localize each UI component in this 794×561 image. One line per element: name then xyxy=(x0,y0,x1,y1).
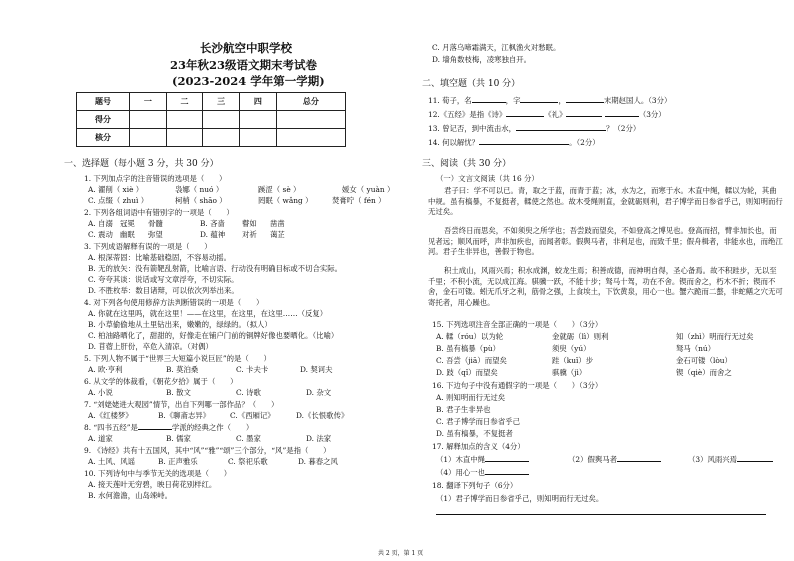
q16-option: C. 君子博学而日参省乎己 xyxy=(436,417,520,426)
score-cell: 四 xyxy=(240,93,277,111)
q5-option: C. 卡夫卡 xyxy=(236,365,269,374)
q8-option: D. 法家 xyxy=(306,434,332,443)
q16-option: D. 虽有槁暴，不复挺者 xyxy=(436,429,513,438)
q10-option: D. 墙角数枝梅，凌寒独自开。 xyxy=(432,55,532,64)
q9-stem: 9. 《诗经》共有十五国风，其中“风”“雅”“颂”三个部分，“风”是指（ ） xyxy=(84,446,331,455)
score-cell[interactable] xyxy=(276,129,345,147)
q2-option: D. 蕴神 xyxy=(200,230,226,239)
q9-option: B. 正声雅乐 xyxy=(158,457,198,466)
q1-option: A. 濯削（ xiè ） xyxy=(88,185,144,194)
q17-item xyxy=(436,468,529,477)
q18-stem: 18. 翻译下列句子（6分） xyxy=(432,481,518,490)
q17-blank[interactable] xyxy=(617,461,661,462)
score-cell[interactable] xyxy=(240,129,277,147)
q6-option: C. 诗歌 xyxy=(236,388,261,397)
q2-option: 弥望 xyxy=(148,230,163,239)
score-cell: 二 xyxy=(166,93,203,111)
q6-option: B. 散文 xyxy=(166,388,191,397)
q13-text: ？（2分） xyxy=(606,124,641,133)
q17-item xyxy=(568,455,661,464)
score-cell[interactable] xyxy=(166,111,203,129)
q16-option: B. 君子生非异也 xyxy=(436,405,491,414)
section2-title: 二、填空题（共 10 分） xyxy=(422,79,521,89)
q5-option: A. 欧·亨利 xyxy=(88,365,123,374)
q15-option: 骐骥（jì） xyxy=(552,368,587,377)
q15-option: D. 跂（qǐ）而望矣 xyxy=(436,368,498,377)
score-table-row xyxy=(77,129,346,147)
score-cell[interactable] xyxy=(130,111,167,129)
q7-option: B.《聊斋志异》 xyxy=(158,411,211,420)
score-cell[interactable] xyxy=(203,111,240,129)
q15-option: A. 輮（róu）以为轮 xyxy=(436,332,504,341)
q17-item xyxy=(688,455,773,464)
q13-blank[interactable] xyxy=(516,130,606,131)
q4-option: B. 小草偷偷地从土里钻出来，嫩嫩的，绿绿的。（拟人） xyxy=(88,320,272,329)
q8-stem-part: 8. “四书五经”是 xyxy=(84,423,138,432)
q15-option: 知（zhì）明而行无过矣 xyxy=(676,332,754,341)
q17-item-text: （3）风雨兴焉 xyxy=(688,455,738,464)
q2-option: 对祈 xyxy=(242,230,257,239)
score-cell: 总分 xyxy=(276,93,345,111)
q15-stem: 15. 下列选项注音全部正确的一项是（ ）（3分） xyxy=(432,320,603,329)
school-name: 长沙航空中职学校 xyxy=(200,41,292,55)
q15-option: 金就砺（lì）则利 xyxy=(552,332,609,341)
score-table-row xyxy=(77,93,346,111)
q15-option: C. 吾尝（jiā）而望矣 xyxy=(436,356,507,365)
q4-option: C. 柏油路晒化了，甜甜的，好像走在铺户门前的铜牌好像也要晒化。（比喻） xyxy=(88,331,339,340)
q2-option: 凿凿 xyxy=(270,219,285,228)
q6-option: A. 小说 xyxy=(88,388,113,397)
q7-stem: 7. “刘姥姥进大观园”情节，出自下列哪一部作品？（ ） xyxy=(84,400,279,409)
q9-option: C. 祭祀乐歌 xyxy=(228,457,268,466)
q1-option: 蹊涩（ sè ） xyxy=(258,185,301,194)
q12 xyxy=(428,110,666,119)
q15-option: 跬（kuǐ）步 xyxy=(552,356,594,365)
passage-paragraph: 积土成山，风雨兴焉；积水成渊，蛟龙生焉；积善成德，而神明自得，圣心备焉。故不积跬步，无以至千里；不积小流，无以成江海。骐骥一跃，不能十步；驽马十驾，功在不舍。锲而舍之，朽木不折；锲而不舍，金石可镂。蚓无爪牙之利，筋骨之强，上食埃土，下饮黄泉，用心一也。蟹六跪而二螯，非蛇鳝之穴无可寄托者，用心躁也。 xyxy=(428,266,783,307)
score-cell[interactable] xyxy=(203,129,240,147)
q13-text: 13. 曾记否，到中流击水， xyxy=(428,124,517,133)
q2-option: B. 吝啬 xyxy=(200,219,225,228)
q7-option: A.《红楼梦》 xyxy=(88,411,133,420)
q17-item xyxy=(436,455,529,464)
q4-option: A. 你就在这里吗，就在这里！——在这里，在这里，在这里……（反复） xyxy=(88,309,328,318)
q11-blank[interactable] xyxy=(566,102,604,103)
q18-answer-line[interactable] xyxy=(436,514,766,515)
q8-option: B. 儒家 xyxy=(166,434,191,443)
q12-blank[interactable] xyxy=(506,116,544,117)
q15-option: 驽马（nú） xyxy=(676,344,716,353)
q15-option: 须臾（yú） xyxy=(552,344,591,353)
page-footer: 共 2 页，第 1 页 xyxy=(378,550,424,557)
q17-item-text: （4）用心一也 xyxy=(436,468,486,477)
exam-term: (2023-2024 学年第一学期) xyxy=(172,74,325,88)
q15-option: B. 虽有槁暴（pù） xyxy=(436,344,500,353)
q12-blank[interactable] xyxy=(605,116,639,117)
q12-text: 《礼》 xyxy=(544,110,567,119)
q15-option: 金石可镂（lòu） xyxy=(676,356,732,365)
q14 xyxy=(428,138,600,147)
score-cell: 一 xyxy=(130,93,167,111)
q5-option: B. 莫泊桑 xyxy=(166,365,199,374)
section3-title: 三、阅读（共 30 分） xyxy=(422,159,512,169)
q10-option: C. 月落乌啼霜满天，江枫渔火对愁眠。 xyxy=(432,43,561,52)
score-cell[interactable] xyxy=(130,129,167,147)
q3-option: C. 夸夸其谈：说话或写文章浮夸，不切实际。 xyxy=(88,275,239,284)
q11-text: ，字 xyxy=(505,96,521,105)
q11 xyxy=(428,96,671,105)
q11-blank[interactable] xyxy=(472,102,506,103)
q2-option: C. 震动 xyxy=(88,230,113,239)
q1-option: 媛女（ yuàn ） xyxy=(342,185,395,194)
score-cell[interactable] xyxy=(166,129,203,147)
q8-blank[interactable] xyxy=(138,429,172,430)
q12-text: 12.《五经》是指《诗》 xyxy=(428,110,507,119)
q2-option: 冠冕 xyxy=(120,219,135,228)
q11-text: 末期赵国人。（3分） xyxy=(603,96,672,105)
q1-option: 焚膏咛（ fén ） xyxy=(332,196,386,205)
section3-subtitle: （一）文言文阅读（共 16 分） xyxy=(436,174,539,183)
q13 xyxy=(428,124,640,133)
q4-stem: 4. 对下列各句使用修辞方法判断错误的一项是（ ） xyxy=(84,298,264,307)
passage-paragraph: 吾尝终日而思矣，不如须臾之所学也；吾尝跂而望矣，不如登高之博见也。登高而招，臂非加长也，而见者远；顺风而呼，声非加疾也，而闻者彰。假舆马者，非利足也，而致千里；假舟楫者，非能水也，而绝江河。君子生非异也，善假于物也。 xyxy=(428,226,783,256)
score-table xyxy=(76,92,346,147)
q2-option: 幽眠 xyxy=(120,230,135,239)
q1-option: C. 点缀（ zhuì ） xyxy=(88,196,149,205)
exam-title: 23年秋23级语文期末考试卷 xyxy=(170,58,318,72)
q6-stem: 6. 从文学的体裁看，《朝花夕拾》属于（ ） xyxy=(84,377,238,386)
q16-stem: 16. 下边句子中没有通假字的一项是（ ）（3分） xyxy=(432,381,603,390)
q15-option: 锲（qiè）而舍之 xyxy=(676,368,732,377)
q2-option: 蔼芷 xyxy=(270,230,285,239)
score-cell[interactable] xyxy=(240,111,277,129)
q10-option: B. 水何澹澹，山岛竦峙。 xyxy=(88,491,173,500)
q3-option: A. 根深蒂固：比喻基础稳固，不容易动摇。 xyxy=(88,253,232,262)
q16-option: A. 则知明而行无过矣 xyxy=(436,393,506,402)
q8-stem-part: 学派的经典之作（ ） xyxy=(171,423,254,432)
q3-stem: 3. 下列成语解释有误的一项是（ ） xyxy=(84,242,212,251)
q7-option: C.《西厢记》 xyxy=(230,411,275,420)
q17-blank[interactable] xyxy=(737,461,773,462)
q7-option: D.《长恨歌传》 xyxy=(296,411,349,420)
q2-option: 瞽如 xyxy=(242,219,257,228)
q9-option: D. 暮春之风 xyxy=(298,457,338,466)
q2-option: 骨髓 xyxy=(148,219,163,228)
passage-paragraph: 君子曰：学不可以已。青，取之于蓝，而青于蓝；冰，水为之，而寒于水。木直中绳，輮以为轮，其曲中规。虽有槁暴，不复挺者，輮使之然也。故木受绳则直，金就砺则利，君子博学而日参省乎己，则知明而行无过矣。 xyxy=(428,186,783,216)
q1-option: 罔眠（ wǎng ） xyxy=(258,196,313,205)
q8-option: A. 道家 xyxy=(88,434,113,443)
score-cell: 题号 xyxy=(77,93,130,111)
q1-stem: 1. 下列加点字的注音错误的选项是（ ） xyxy=(84,174,227,183)
q4-option: D. 苜蓿上肝份，卒危入清凉。（对偶） xyxy=(88,342,213,351)
q18-item: （1）君子博学而日参省乎己，则知明而行无过矣。 xyxy=(436,494,604,503)
q14-text: 。（2分） xyxy=(569,138,600,147)
q2-option: A. 自溺 xyxy=(88,219,113,228)
q10-stem: 10. 下列诗句中与季节无关的选项是（ ） xyxy=(84,469,232,478)
q1-option: 袅娜（ nuó ） xyxy=(175,185,224,194)
q6-option: D. 杂文 xyxy=(306,388,332,397)
q17-item-text: （2）假舆马者 xyxy=(568,455,618,464)
q9-option: A. 土风、风谣 xyxy=(88,457,135,466)
q10-option: A. 接天莲叶无穷碧，映日荷花别样红。 xyxy=(88,480,217,489)
score-table-row xyxy=(77,111,346,129)
q1-option: 柯梢（ shāo ） xyxy=(175,196,227,205)
q17-item-text: （1）木直中绳 xyxy=(436,455,486,464)
q17-stem: 17. 解释加点的含义（4分） xyxy=(432,442,525,451)
q8-option: C. 墨家 xyxy=(236,434,261,443)
q11-blank[interactable] xyxy=(520,102,558,103)
q17-blank[interactable] xyxy=(485,461,529,462)
score-cell[interactable] xyxy=(276,111,345,129)
q12-text: （3分） xyxy=(638,110,666,119)
q5-stem: 5. 下列人物不属于“世界三大短篇小说巨匠”的是（ ） xyxy=(84,354,271,363)
q11-text: ， xyxy=(558,96,566,105)
score-cell: 三 xyxy=(203,93,240,111)
section1-title: 一、选择题（每小题 3 分，共 30 分） xyxy=(64,159,219,169)
q3-option: B. 无的放矢：没有箭靶乱射箭，比喻言语、行动没有明确目标或不切合实际。 xyxy=(88,264,343,273)
q2-stem: 2. 下列各组词语中有错别字的一项是（ ） xyxy=(84,208,234,217)
q11-text: 11. 荀子，名 xyxy=(428,96,472,105)
q8-stem xyxy=(84,423,253,432)
q14-blank[interactable] xyxy=(479,144,569,145)
q5-option: D. 契诃夫 xyxy=(300,365,333,374)
score-cell: 核分 xyxy=(77,129,130,147)
q17-blank[interactable] xyxy=(485,474,529,475)
score-cell: 得分 xyxy=(77,111,130,129)
q3-option: D. 不胜枚举：数目诸辩，可以依次列举出来。 xyxy=(88,286,239,295)
q12-blank[interactable] xyxy=(566,116,602,117)
q14-text: 14. 何以解忧？ xyxy=(428,138,480,147)
